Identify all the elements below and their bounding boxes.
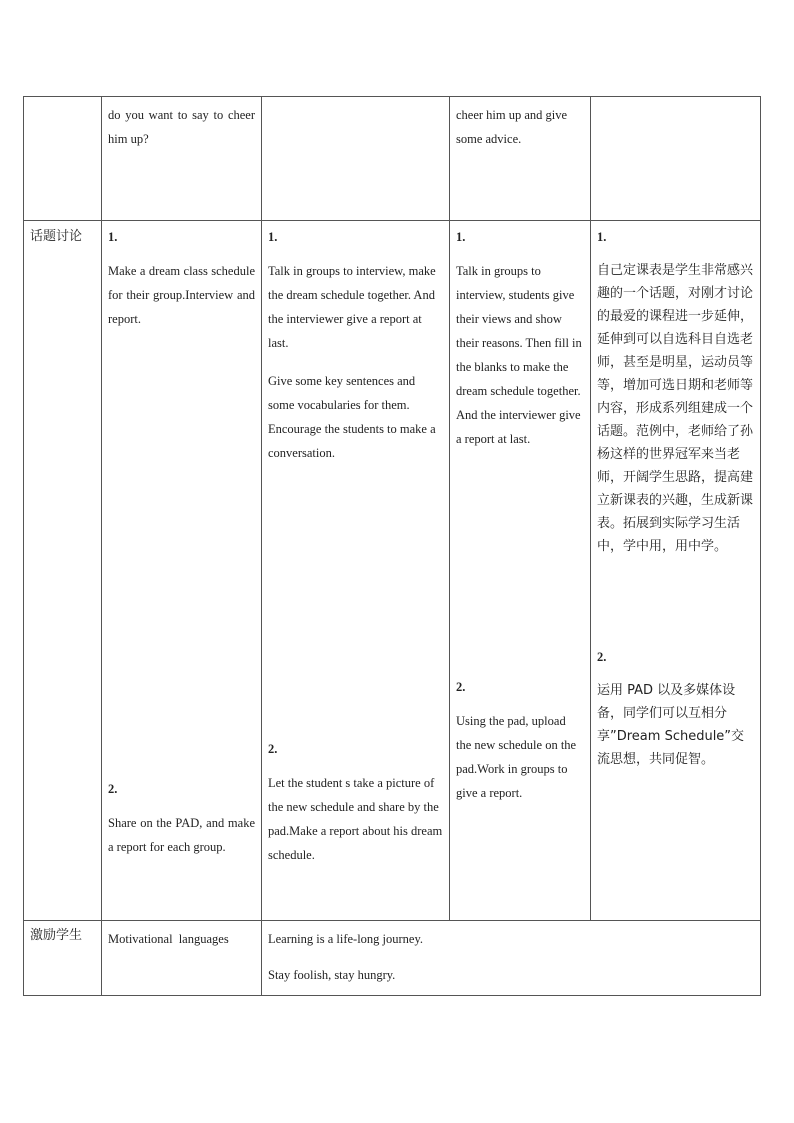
discussion-content-num-1: 1. (108, 230, 118, 244)
discussion-student-num-1: 1. (456, 230, 466, 244)
motivation-content-cell (102, 921, 262, 996)
discussion-teacher-num-2: 2. (268, 742, 278, 756)
discussion-student-text-2: Using the pad, upload the new schedule on the pad.Work in groups to give a report. (456, 714, 577, 800)
discussion-label: 话题讨论 (30, 229, 83, 244)
discussion-teacher-cell (262, 221, 450, 921)
discussion-purpose-text-1: 自己定课表是学生非常感兴趣的一个话题，对刚才讨论的最爱的课程进一步延伸，延伸到可以自选科目自选老师，甚至是明星，运动员等等，增加可选日期和老师等内容，形成系列组建成一个话题。范例中，老师给了孙杨这样的世界冠军来当老师，开阔学生思路，提高建立新课表的兴趣，生成新课表。拓展到实际学习生活中，学中用，用中学。 (597, 263, 754, 554)
discussion-content-cell (102, 221, 262, 921)
discussion-student-text-1: Talk in groups to interview, students give their views and show their reasons. Then fill in the blanks to make the dream schedule together. And the interviewer give a report at last. (456, 264, 582, 446)
discussion-purpose-num-1: 1. (597, 230, 607, 244)
lesson-plan-table (23, 96, 761, 996)
discussion-content-text-2: Share on the PAD, and make a report for each group. (108, 816, 255, 854)
motivation-quote-cell (262, 921, 761, 996)
motivation-quote-2: Stay foolish, stay hungry. (268, 968, 396, 982)
top-row-purpose-cell (591, 97, 761, 221)
discussion-teacher-text-1a: Talk in groups to interview, make the dream schedule together. And the interviewer give a report at last. (268, 264, 436, 350)
discussion-purpose-text-2: 运用 PAD 以及多媒体设备，同学们可以互相分享”Dream Schedule”交流思想，共同促智。 (597, 683, 745, 767)
discussion-student-cell (450, 221, 591, 921)
motivation-content-text: Motivational languages (108, 932, 229, 946)
discussion-label-cell (24, 221, 102, 921)
motivation-label: 激励学生 (30, 928, 83, 943)
motivation-label-cell (24, 921, 102, 996)
discussion-teacher-text-1b: Give some key sentences and some vocabularies for them. Encourage the students to make a conversation. (268, 374, 436, 460)
discussion-student-num-2: 2. (456, 680, 466, 694)
top-row-label-cell (24, 97, 102, 221)
discussion-purpose-cell (591, 221, 761, 921)
top-row-student-cell (450, 97, 591, 221)
top-row-student-text: cheer him up and give some advice. (456, 108, 568, 146)
discussion-purpose-num-2: 2. (597, 650, 607, 664)
discussion-teacher-num-1: 1. (268, 230, 278, 244)
top-row-content-cell (102, 97, 262, 221)
discussion-content-text-1: Make a dream class schedule for their group.Interview and report. (108, 264, 255, 326)
top-row-content-text: do you want to say to cheer him up? (108, 108, 255, 146)
discussion-teacher-text-2: Let the student s take a picture of the new schedule and share by the pad.Make a report about his dream schedule. (268, 776, 443, 862)
top-row-teacher-cell (262, 97, 450, 221)
discussion-content-num-2: 2. (108, 782, 118, 796)
motivation-quote-1: Learning is a life-long journey. (268, 932, 424, 946)
